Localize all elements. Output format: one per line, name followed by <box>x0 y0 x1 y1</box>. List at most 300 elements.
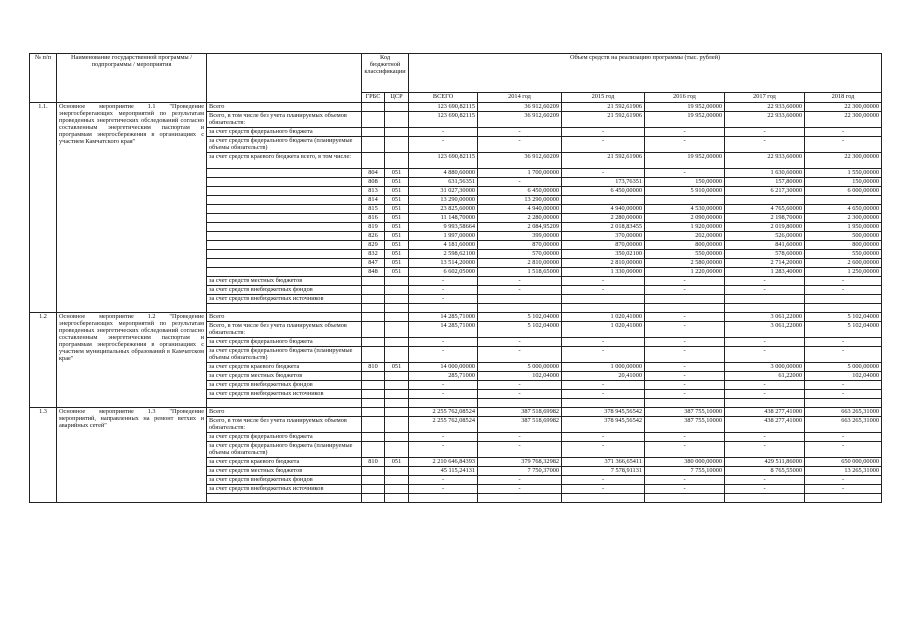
grbs-code <box>362 417 385 433</box>
total-amount: 2 255 762,08524 <box>409 408 478 417</box>
csr-code <box>385 112 409 128</box>
year-amount: - <box>725 381 805 390</box>
year-amount: 1 283,40000 <box>725 268 805 277</box>
year-amount: 150,00000 <box>805 178 882 187</box>
year-amount: - <box>645 338 725 347</box>
year-amount <box>478 494 562 503</box>
year-amount: 1 518,65000 <box>478 268 562 277</box>
year-amount: - <box>805 128 882 137</box>
total-amount: - <box>409 347 478 363</box>
year-amount: - <box>805 433 882 442</box>
grbs-code: 814 <box>362 196 385 205</box>
year-amount: 22 933,60000 <box>725 112 805 128</box>
year-amount: 13 290,00000 <box>478 196 562 205</box>
year-amount: 578,60000 <box>725 250 805 259</box>
header-year: 2017 год <box>725 93 805 103</box>
total-amount <box>409 399 478 408</box>
year-amount: 2 810,00000 <box>562 259 645 268</box>
year-amount: - <box>725 338 805 347</box>
header-name: Наименование государственной программы / подпрограммы / мероприятия <box>57 54 207 103</box>
grbs-code <box>362 295 385 304</box>
funding-source: за счет средств внебюджетных фондов <box>207 381 362 390</box>
year-amount: 102,04000 <box>805 372 882 381</box>
grbs-code <box>362 313 385 322</box>
total-amount: - <box>409 485 478 494</box>
year-amount: 800,00000 <box>645 241 725 250</box>
year-amount: - <box>478 277 562 286</box>
grbs-code <box>362 467 385 476</box>
total-amount: - <box>409 286 478 295</box>
year-amount: 380 000,00000 <box>645 458 725 467</box>
total-amount: - <box>409 433 478 442</box>
year-amount <box>805 494 882 503</box>
year-amount: 202,00000 <box>645 232 725 241</box>
table-row <box>30 313 882 322</box>
funding-source <box>207 241 362 250</box>
total-amount: 23 825,60000 <box>409 205 478 214</box>
year-amount: 870,00000 <box>478 241 562 250</box>
funding-source: за счет средств внебюджетных источников <box>207 295 362 304</box>
year-amount: - <box>725 286 805 295</box>
funding-source <box>207 259 362 268</box>
year-amount: 663 265,31000 <box>805 408 882 417</box>
year-amount: 550,00000 <box>805 250 882 259</box>
total-amount: 2 598,62100 <box>409 250 478 259</box>
year-amount: - <box>562 128 645 137</box>
total-amount: 14 285,71000 <box>409 322 478 338</box>
csr-code: 051 <box>385 363 409 372</box>
csr-code <box>385 399 409 408</box>
year-amount: 2 300,00000 <box>805 214 882 223</box>
grbs-code <box>362 408 385 417</box>
year-amount: - <box>805 442 882 458</box>
csr-code: 051 <box>385 250 409 259</box>
table-row <box>30 103 882 112</box>
total-amount: 14 285,71000 <box>409 313 478 322</box>
year-amount: 1 000,00000 <box>562 363 645 372</box>
grbs-code <box>362 381 385 390</box>
year-amount: - <box>478 286 562 295</box>
funding-source: Всего, в том числе без учета планируемых объемов обязательств: <box>207 322 362 338</box>
year-amount: 36 912,60209 <box>478 112 562 128</box>
year-amount: 2 280,00000 <box>562 214 645 223</box>
csr-code <box>385 137 409 153</box>
funding-source <box>207 268 362 277</box>
csr-code <box>385 442 409 458</box>
csr-code: 051 <box>385 268 409 277</box>
year-amount <box>478 304 562 313</box>
year-amount: - <box>725 485 805 494</box>
year-amount: - <box>725 442 805 458</box>
year-amount <box>645 399 725 408</box>
funding-source <box>207 178 362 187</box>
total-amount: - <box>409 442 478 458</box>
year-amount: 2 198,70000 <box>725 214 805 223</box>
total-amount: 1 997,00000 <box>409 232 478 241</box>
funding-source <box>207 169 362 178</box>
grbs-code <box>362 277 385 286</box>
funding-source: за счет средств федерального бюджета (планируемые объемы обязательств) <box>207 137 362 153</box>
year-amount: 102,04000 <box>478 372 562 381</box>
year-amount: - <box>725 476 805 485</box>
grbs-code <box>362 372 385 381</box>
csr-code <box>385 347 409 363</box>
year-amount: 3 061,22000 <box>725 313 805 322</box>
table-body <box>30 54 882 503</box>
funding-source <box>207 494 362 503</box>
header-num: № п/п <box>30 54 57 103</box>
year-amount: - <box>562 286 645 295</box>
csr-code <box>385 433 409 442</box>
year-amount: 7 578,91131 <box>562 467 645 476</box>
grbs-code <box>362 103 385 112</box>
year-amount: 1 550,00000 <box>805 169 882 178</box>
year-amount <box>725 295 805 304</box>
year-amount: - <box>562 277 645 286</box>
csr-code <box>385 381 409 390</box>
year-amount: 2 018,83455 <box>562 223 645 232</box>
year-amount: 157,80000 <box>725 178 805 187</box>
total-amount: 13 514,20000 <box>409 259 478 268</box>
grbs-code <box>362 137 385 153</box>
csr-code: 051 <box>385 196 409 205</box>
year-amount: - <box>562 137 645 153</box>
year-amount: 20,41000 <box>562 372 645 381</box>
total-amount: 123 690,82115 <box>409 153 478 169</box>
year-amount: - <box>645 433 725 442</box>
header-code: Код бюджетной классификации <box>362 54 409 93</box>
year-amount: 8 765,55000 <box>725 467 805 476</box>
year-amount: 2 019,80000 <box>725 223 805 232</box>
grbs-code <box>362 304 385 313</box>
year-amount: - <box>725 433 805 442</box>
year-amount: - <box>645 381 725 390</box>
year-amount: 1 020,41000 <box>562 313 645 322</box>
year-amount: 387 755,10000 <box>645 408 725 417</box>
year-amount: - <box>645 347 725 363</box>
csr-code <box>385 467 409 476</box>
csr-code <box>385 103 409 112</box>
funding-source <box>207 250 362 259</box>
grbs-code: 813 <box>362 187 385 196</box>
year-amount: - <box>645 485 725 494</box>
year-amount: - <box>725 347 805 363</box>
header-blank <box>207 54 362 103</box>
year-amount: 6 000,00000 <box>805 187 882 196</box>
year-amount: - <box>478 178 562 187</box>
year-amount: - <box>725 128 805 137</box>
year-amount: - <box>805 381 882 390</box>
total-amount: 6 602,05000 <box>409 268 478 277</box>
year-amount: - <box>562 476 645 485</box>
total-amount: 11 148,70000 <box>409 214 478 223</box>
total-amount: 631,56351 <box>409 178 478 187</box>
grbs-code <box>362 399 385 408</box>
csr-code: 051 <box>385 259 409 268</box>
year-amount: 2 714,20000 <box>725 259 805 268</box>
csr-code <box>385 408 409 417</box>
year-amount: - <box>805 277 882 286</box>
year-amount: - <box>562 381 645 390</box>
year-amount: 6 450,00000 <box>562 187 645 196</box>
year-amount: - <box>478 485 562 494</box>
funding-source: за счет средств местных бюджетов <box>207 467 362 476</box>
year-amount: 1 700,00000 <box>478 169 562 178</box>
year-amount <box>725 196 805 205</box>
csr-code <box>385 485 409 494</box>
total-amount: 2 210 646,84393 <box>409 458 478 467</box>
year-amount: - <box>478 442 562 458</box>
year-amount: 36 912,60209 <box>478 103 562 112</box>
budget-table <box>29 53 882 503</box>
total-amount: 13 290,00000 <box>409 196 478 205</box>
year-amount: 4 940,00000 <box>562 205 645 214</box>
funding-source: Всего, в том числе без учета планируемых объемов обязательств: <box>207 112 362 128</box>
total-amount: 45 115,24131 <box>409 467 478 476</box>
funding-source <box>207 196 362 205</box>
total-amount: - <box>409 476 478 485</box>
year-amount: - <box>562 433 645 442</box>
year-amount: - <box>562 347 645 363</box>
grbs-code <box>362 322 385 338</box>
grbs-code <box>362 153 385 169</box>
year-amount: 4 650,00000 <box>805 205 882 214</box>
activity-name: Основное мероприятие 1.3 "Проведение мероприятий, направленных на ремонт ветхих и аварийных сетей" <box>57 408 207 503</box>
total-amount: - <box>409 128 478 137</box>
year-amount: 5 910,00000 <box>645 187 725 196</box>
grbs-code <box>362 338 385 347</box>
total-amount <box>409 304 478 313</box>
year-amount: 13 265,31000 <box>805 467 882 476</box>
csr-code <box>385 390 409 399</box>
year-amount: 4 530,00000 <box>645 205 725 214</box>
header-year: 2014 год <box>478 93 562 103</box>
csr-code: 051 <box>385 178 409 187</box>
year-amount: - <box>478 338 562 347</box>
header-year: 2018 год <box>805 93 882 103</box>
year-amount: 22 300,00000 <box>805 153 882 169</box>
year-amount: 663 265,31000 <box>805 417 882 433</box>
year-amount: - <box>805 485 882 494</box>
csr-code: 051 <box>385 169 409 178</box>
total-amount: 31 027,30000 <box>409 187 478 196</box>
year-amount: - <box>562 169 645 178</box>
csr-code: 051 <box>385 214 409 223</box>
year-amount: 5 102,04000 <box>478 313 562 322</box>
funding-source: за счет средств федерального бюджета <box>207 433 362 442</box>
header-year: 2015 год <box>562 93 645 103</box>
total-amount: 2 255 762,08524 <box>409 417 478 433</box>
year-amount: 19 952,00000 <box>645 112 725 128</box>
year-amount: - <box>562 338 645 347</box>
funding-source: за счет средств внебюджетных источников <box>207 390 362 399</box>
funding-source: Всего <box>207 313 362 322</box>
csr-code <box>385 313 409 322</box>
year-amount: - <box>645 313 725 322</box>
header-csr: ЦСР <box>385 93 409 103</box>
year-amount: 526,00000 <box>725 232 805 241</box>
funding-source: за счет средств внебюджетных источников <box>207 485 362 494</box>
year-amount: - <box>645 277 725 286</box>
year-amount: 6 217,30000 <box>725 187 805 196</box>
year-amount: - <box>478 381 562 390</box>
grbs-code: 826 <box>362 232 385 241</box>
csr-code: 051 <box>385 232 409 241</box>
total-amount: 4 880,60000 <box>409 169 478 178</box>
year-amount: - <box>805 286 882 295</box>
year-amount: 378 945,56542 <box>562 408 645 417</box>
total-amount: 285,71000 <box>409 372 478 381</box>
funding-source: за счет средств внебюджетных фондов <box>207 286 362 295</box>
csr-code <box>385 153 409 169</box>
year-amount: - <box>805 338 882 347</box>
csr-code <box>385 286 409 295</box>
year-amount: 19 952,00000 <box>645 103 725 112</box>
year-amount <box>725 399 805 408</box>
year-amount: 21 592,61906 <box>562 153 645 169</box>
year-amount: 22 933,60000 <box>725 153 805 169</box>
year-amount: - <box>725 137 805 153</box>
grbs-code: 816 <box>362 214 385 223</box>
year-amount: - <box>478 137 562 153</box>
year-amount: 841,60000 <box>725 241 805 250</box>
year-amount: 4 765,60000 <box>725 205 805 214</box>
year-amount: 350,02100 <box>562 250 645 259</box>
grbs-code <box>362 286 385 295</box>
funding-source <box>207 214 362 223</box>
year-amount: 387 755,10000 <box>645 417 725 433</box>
year-amount: 550,00000 <box>645 250 725 259</box>
grbs-code <box>362 128 385 137</box>
funding-source <box>207 187 362 196</box>
year-amount: 6 450,00000 <box>478 187 562 196</box>
activity-name: Основное мероприятие 1.1 "Проведение энергосберегающих мероприятий по результатам проведенных энергетических обследований согласно составленным энергетическим паспортам и программам энергосбережения в организациях с участием Камчатского края" <box>57 103 207 313</box>
year-amount: 2 084,95209 <box>478 223 562 232</box>
year-amount: - <box>805 347 882 363</box>
year-amount: 1 330,00000 <box>562 268 645 277</box>
funding-source: за счет средств федерального бюджета (планируемые объемы обязательств) <box>207 442 362 458</box>
year-amount: 370,00000 <box>562 232 645 241</box>
funding-source: за счет средств внебюджетных фондов <box>207 476 362 485</box>
year-amount: - <box>805 390 882 399</box>
funding-source <box>207 232 362 241</box>
year-amount <box>478 295 562 304</box>
year-amount: - <box>645 137 725 153</box>
row-number: 1.1. <box>30 103 57 313</box>
year-amount: - <box>562 390 645 399</box>
total-amount: - <box>409 137 478 153</box>
grbs-code <box>362 485 385 494</box>
year-amount <box>805 304 882 313</box>
funding-source: за счет средств федерального бюджета (планируемые объемы обязательств) <box>207 347 362 363</box>
header-volume: Объем средств на реализацию программы (тыс. рублей) <box>409 54 882 93</box>
year-amount: - <box>645 442 725 458</box>
grbs-code <box>362 494 385 503</box>
year-amount: - <box>805 137 882 153</box>
grbs-code: 848 <box>362 268 385 277</box>
year-amount: 371 366,65411 <box>562 458 645 467</box>
year-amount: 1 220,00000 <box>645 268 725 277</box>
year-amount: 173,76351 <box>562 178 645 187</box>
total-amount: - <box>409 381 478 390</box>
year-amount <box>562 399 645 408</box>
year-amount: 19 952,00000 <box>645 153 725 169</box>
year-amount <box>805 295 882 304</box>
year-amount: 22 300,00000 <box>805 112 882 128</box>
csr-code <box>385 304 409 313</box>
grbs-code <box>362 442 385 458</box>
csr-code: 051 <box>385 223 409 232</box>
year-amount <box>805 399 882 408</box>
total-amount: 4 181,60000 <box>409 241 478 250</box>
grbs-code <box>362 390 385 399</box>
activity-name: Основное мероприятие 1.2 "Проведение энергосберегающих мероприятий по результатам проведенных энергетических обследований согласно составленным энергетическим паспортам и программам энергосбережения в организациях с участием муниципальных образований в Камчатском крае" <box>57 313 207 408</box>
csr-code: 051 <box>385 187 409 196</box>
year-amount: 650 000,00000 <box>805 458 882 467</box>
funding-source: за счет средств краевого бюджета всего, в том числе: <box>207 153 362 169</box>
grbs-code <box>362 347 385 363</box>
total-amount <box>409 494 478 503</box>
year-amount <box>478 399 562 408</box>
funding-source: за счет средств краевого бюджета <box>207 363 362 372</box>
funding-source: за счет средств местных бюджетов <box>207 372 362 381</box>
year-amount: 379 768,32982 <box>478 458 562 467</box>
csr-code <box>385 494 409 503</box>
funding-source: Всего <box>207 103 362 112</box>
header-year: 2016 год <box>645 93 725 103</box>
year-amount: 438 277,41000 <box>725 408 805 417</box>
csr-code <box>385 128 409 137</box>
year-amount: - <box>645 372 725 381</box>
header-total: ВСЕГО <box>409 93 478 103</box>
year-amount: 5 000,00000 <box>805 363 882 372</box>
year-amount: - <box>478 347 562 363</box>
grbs-code: 819 <box>362 223 385 232</box>
funding-source: за счет средств краевого бюджета <box>207 458 362 467</box>
year-amount: 61,22000 <box>725 372 805 381</box>
year-amount <box>805 196 882 205</box>
grbs-code <box>362 433 385 442</box>
csr-code <box>385 372 409 381</box>
year-amount: 4 940,00000 <box>478 205 562 214</box>
grbs-code: 804 <box>362 169 385 178</box>
year-amount: 570,00000 <box>478 250 562 259</box>
year-amount: - <box>645 169 725 178</box>
year-amount: 2 600,00000 <box>805 259 882 268</box>
total-amount: 123 690,82115 <box>409 103 478 112</box>
year-amount: - <box>725 390 805 399</box>
year-amount: - <box>645 363 725 372</box>
total-amount: - <box>409 277 478 286</box>
year-amount: 1 950,00000 <box>805 223 882 232</box>
funding-source <box>207 223 362 232</box>
year-amount: 1 250,00000 <box>805 268 882 277</box>
year-amount <box>562 196 645 205</box>
row-number: 1.2 <box>30 313 57 408</box>
year-amount: - <box>645 390 725 399</box>
year-amount: 1 020,41000 <box>562 322 645 338</box>
year-amount: 22 300,00000 <box>805 103 882 112</box>
year-amount <box>562 295 645 304</box>
year-amount <box>562 494 645 503</box>
total-amount: - <box>409 338 478 347</box>
year-amount: - <box>805 476 882 485</box>
year-amount: 5 102,04000 <box>805 322 882 338</box>
year-amount: 150,00000 <box>645 178 725 187</box>
year-amount: - <box>645 128 725 137</box>
funding-source <box>207 304 362 313</box>
csr-code: 051 <box>385 205 409 214</box>
